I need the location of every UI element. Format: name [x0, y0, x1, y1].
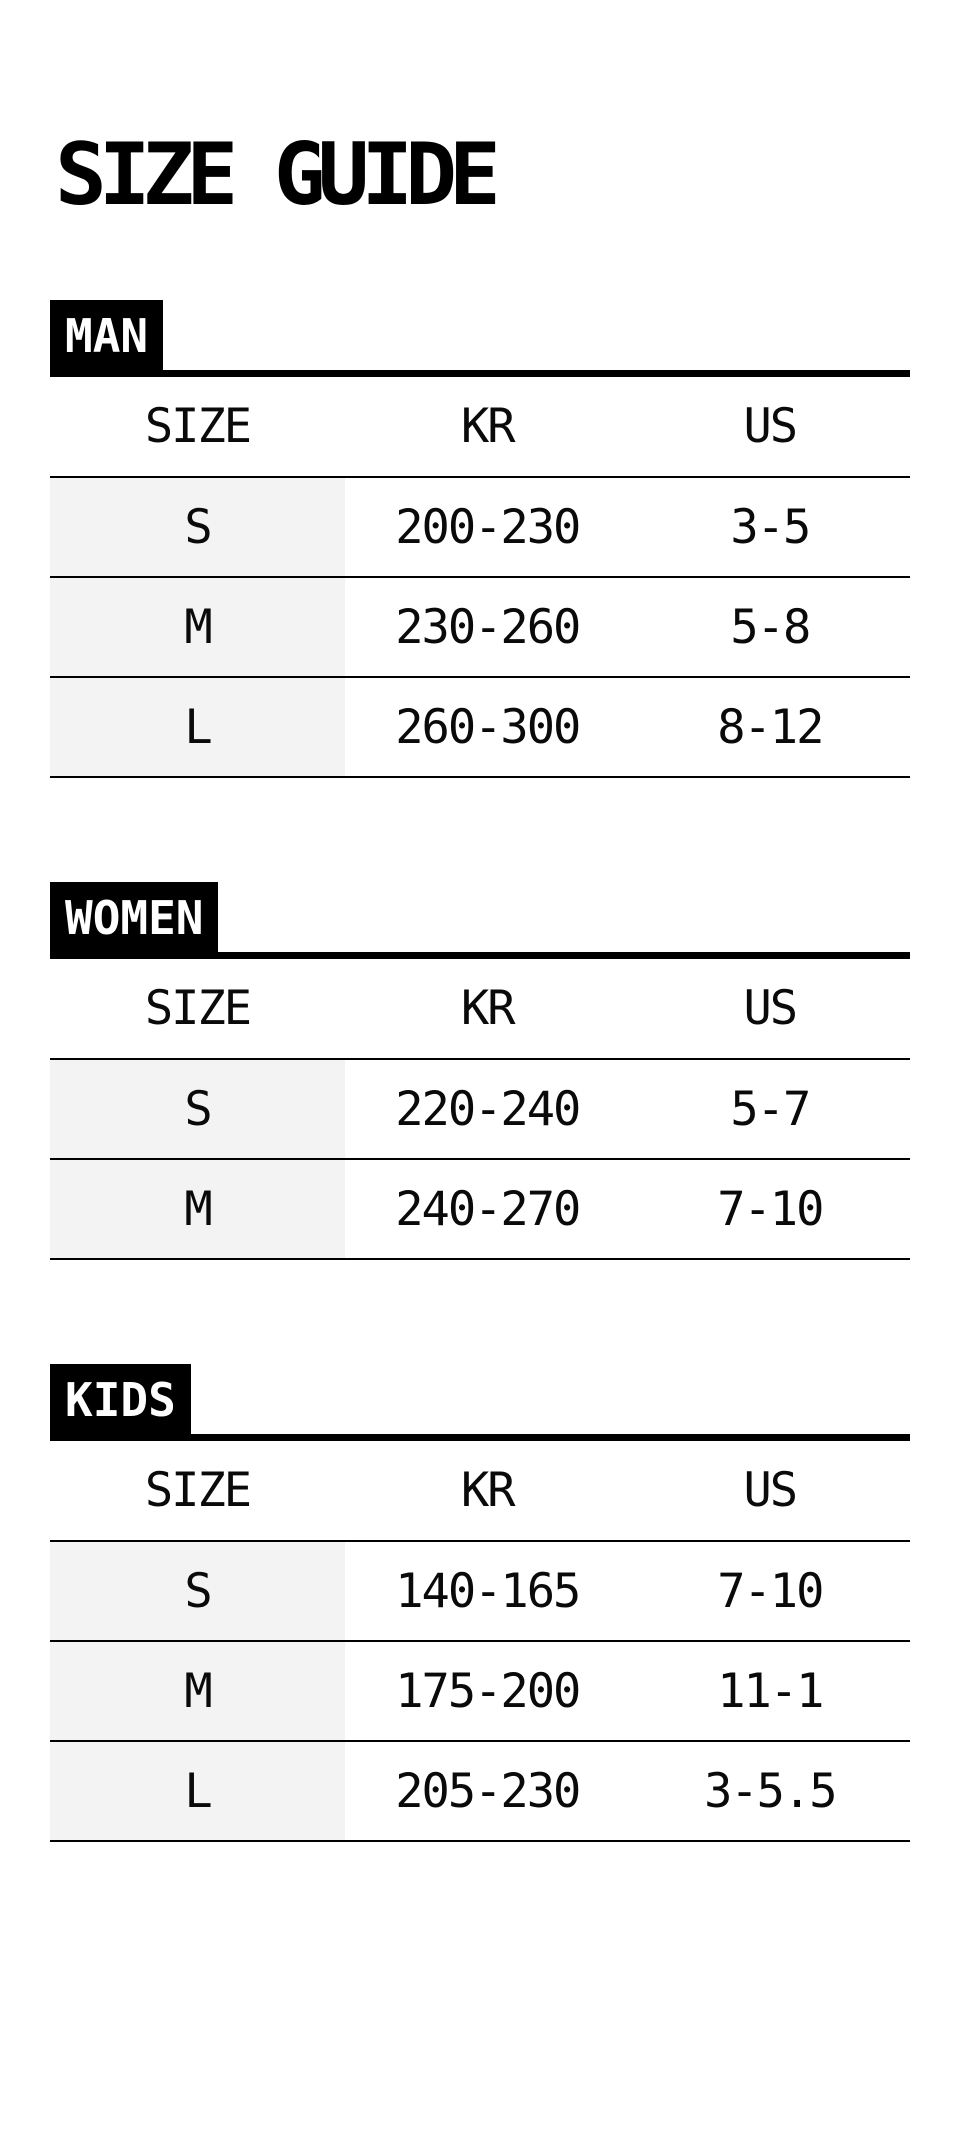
size-cell: M	[50, 1641, 345, 1741]
table-row	[50, 1741, 910, 1841]
section-tab-label: WOMEN	[50, 882, 218, 952]
size-cell: L	[50, 1741, 345, 1841]
table-row	[50, 1541, 910, 1641]
section-tab-bar	[50, 1364, 910, 1441]
us-cell: 5-8	[730, 599, 810, 655]
kr-cell: 230-260	[395, 599, 580, 655]
size-table-section	[50, 1364, 910, 1842]
kr-cell: 205-230	[395, 1763, 580, 1819]
column-header-size: SIZE	[50, 1441, 345, 1541]
section-tab-bar	[50, 882, 910, 959]
column-header-size: SIZE	[50, 959, 345, 1059]
table-row	[50, 1641, 910, 1741]
size-cell: S	[50, 477, 345, 577]
size-cell: M	[50, 577, 345, 677]
us-cell: 7-10	[717, 1563, 823, 1619]
size-table	[50, 1441, 910, 1842]
size-table-section	[50, 300, 910, 778]
section-tab-label: MAN	[50, 300, 163, 370]
us-cell: 7-10	[717, 1181, 823, 1237]
kr-cell: 175-200	[395, 1663, 580, 1719]
section-tab-bar	[50, 300, 910, 377]
table-row	[50, 1059, 910, 1159]
table-header-row	[50, 959, 910, 1059]
column-header-us: US	[630, 959, 910, 1059]
column-header-kr: KR	[345, 959, 630, 1059]
us-cell: 8-12	[717, 699, 823, 755]
kr-cell: 240-270	[395, 1181, 580, 1237]
size-tables-container	[50, 300, 910, 1842]
table-header-row	[50, 377, 910, 477]
us-cell: 11-1	[717, 1663, 823, 1719]
us-cell: 3-5	[730, 499, 810, 555]
size-cell: L	[50, 677, 345, 777]
kr-cell: 260-300	[395, 699, 580, 755]
size-cell: S	[50, 1059, 345, 1159]
size-cell: M	[50, 1159, 345, 1259]
size-table	[50, 377, 910, 778]
table-row	[50, 1159, 910, 1259]
size-cell: S	[50, 1541, 345, 1641]
table-row	[50, 577, 910, 677]
table-row	[50, 677, 910, 777]
size-table	[50, 959, 910, 1260]
column-header-us: US	[630, 377, 910, 477]
table-header-row	[50, 1441, 910, 1541]
column-header-kr: KR	[345, 377, 630, 477]
column-header-kr: KR	[345, 1441, 630, 1541]
us-cell: 5-7	[730, 1081, 810, 1137]
size-table-section	[50, 882, 910, 1260]
kr-cell: 220-240	[395, 1081, 580, 1137]
size-guide-page	[0, 125, 960, 2132]
column-header-size: SIZE	[50, 377, 345, 477]
page-title: SIZE GUIDE	[55, 125, 493, 225]
section-tab-label: KIDS	[50, 1364, 191, 1434]
table-row	[50, 477, 910, 577]
column-header-us: US	[630, 1441, 910, 1541]
kr-cell: 200-230	[395, 499, 580, 555]
kr-cell: 140-165	[395, 1563, 580, 1619]
us-cell: 3-5.5	[704, 1763, 836, 1819]
